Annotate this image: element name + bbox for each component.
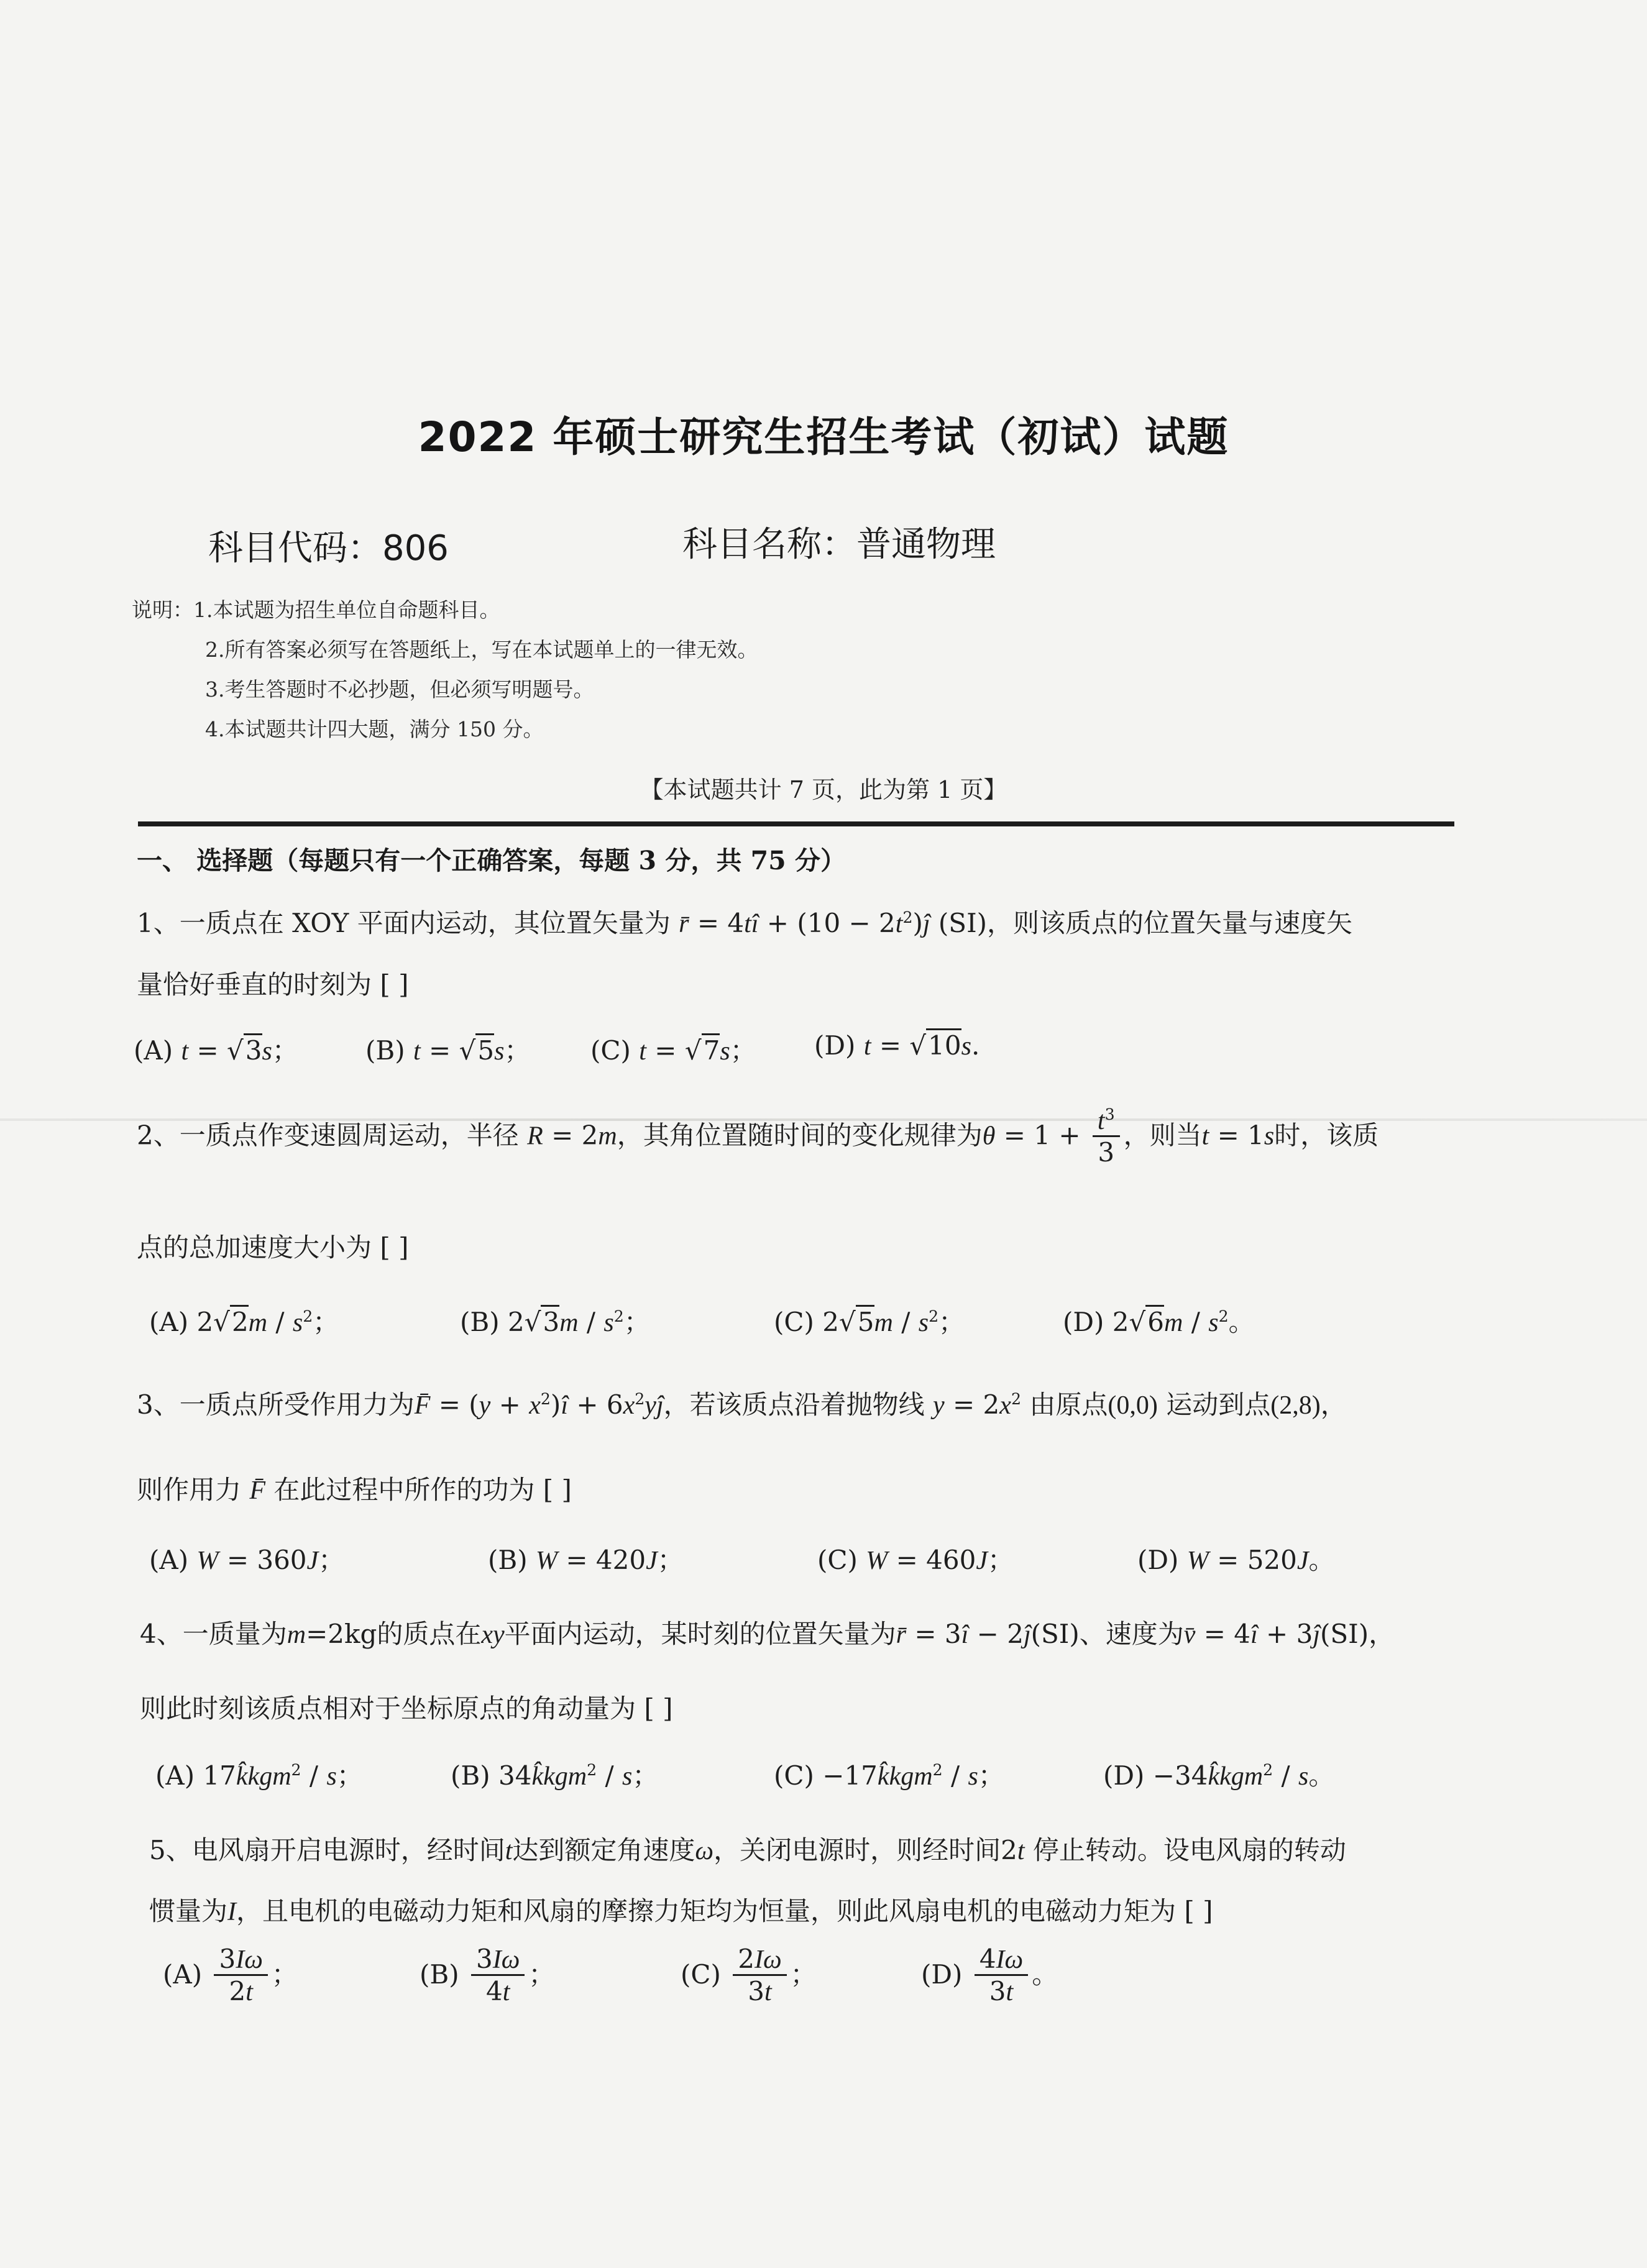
q3-stem-b: ，若该质点沿着抛物线	[663, 1389, 925, 1420]
q1-label-b: (B)	[365, 1035, 405, 1066]
q4-stem-a: 4、一质量为	[140, 1619, 287, 1649]
q2-label-a: (A)	[149, 1307, 189, 1337]
q2-stem-a: 2、一质点作变速圆周运动，半径	[137, 1120, 519, 1151]
q3-option-b: (B) W = 420J；	[488, 1545, 684, 1575]
q2-option-c: (C) $2√5m / s^2$；	[774, 1302, 965, 1339]
q5-label-a: (A)	[163, 1959, 203, 1990]
header-rule	[138, 821, 1454, 826]
q2-label-b: (B)	[460, 1307, 500, 1337]
subject-code: 科目代码：806	[208, 528, 449, 569]
q3-option-a: (A) W = 360J；	[149, 1545, 345, 1575]
q2-stem-d: 时，该质	[1274, 1120, 1379, 1151]
q4-stem-e: (SI)，	[1320, 1619, 1395, 1649]
q2-label-c: (C)	[774, 1307, 814, 1337]
q5-option-d: (D) $\frac{4I\omega}{3t}$ 。	[921, 1944, 1058, 2007]
q2-option-b: (B) $2√3m / s^2$；	[460, 1302, 650, 1339]
q4-label-a: (A)	[155, 1760, 195, 1791]
q1-label-a: (A)	[134, 1035, 173, 1066]
q5-stem-f: ，且电机的电磁动力矩和风扇的摩擦力矩均为恒量，则此风扇电机的电磁动力矩为 [ ]	[236, 1896, 1213, 1926]
q4-option-c: (C) −17k̂kgm$^2$ / s；	[774, 1760, 1004, 1791]
q5-label-d: (D)	[921, 1959, 963, 1990]
q1-stem-b: (SI)，则该质点的位置矢量与速度矢	[938, 908, 1353, 938]
q3-option-c: (C) W = 460J；	[817, 1545, 1014, 1575]
question-1-line-1: 1、一质点在 XOY 平面内运动，其位置矢量为 r̄ = 4tî + $(10 - 2t^2)ĵ$ (SI)，则该质点的位置矢量与速度矢	[137, 908, 1353, 938]
q1-label-c: (C)	[590, 1035, 631, 1066]
q2-label-d: (D)	[1063, 1307, 1104, 1337]
note-3: 3.考生答题时不必抄题，但必须写明题号。	[205, 677, 594, 702]
q4-stem-c: 平面内运动，某时刻的位置矢量为	[504, 1619, 896, 1649]
q3-stem-a: 3、一质点所受作用力为	[137, 1389, 415, 1420]
question-5-line-2: 惯量为I，且电机的电磁动力矩和风扇的摩擦力矩均为恒量，则此风扇电机的电磁动力矩为 [ ]	[149, 1896, 1213, 1926]
question-1-line-2: 量恰好垂直的时刻为 [ ]	[137, 969, 409, 1000]
q4-stem-b: 的质点在	[377, 1619, 482, 1649]
q4-stem-d: (SI)、速度为	[1030, 1619, 1184, 1649]
notes-block	[132, 590, 758, 749]
q5-stem-c: ，关闭电源时，则经时间	[713, 1835, 1001, 1865]
q2-option-a: (A) $2√2m / s^2$；	[149, 1302, 339, 1339]
q3-label-d: (D)	[1137, 1545, 1179, 1575]
question-5-line-1: 5、电风扇开启电源时，经时间t达到额定角速度ω，关闭电源时，则经时间2t 停止转动。设电风扇的转动	[149, 1835, 1346, 1865]
exam-title: 2022 年硕士研究生招生考试（初试）试题	[418, 413, 1229, 461]
q3-stem-f: 在此过程中所作的功为 [ ]	[273, 1475, 572, 1505]
q4-option-d: (D) −34k̂kgm$^2$ / s。	[1103, 1760, 1335, 1791]
q3-stem-c: 由原点	[1029, 1389, 1108, 1420]
q5-option-a: (A) $\frac{3I\omega}{2t}$ ；	[163, 1944, 298, 2007]
q1-option-c: (C) t = √7s；	[590, 1030, 756, 1068]
q4-label-c: (C)	[774, 1760, 814, 1791]
q2-fraction: $\frac{t^3}{3}$	[1093, 1106, 1120, 1169]
q5-option-b: (B) $\frac{3I\omega}{4t}$ ；	[420, 1944, 555, 2007]
note-2: 2.所有答案必须写在答题纸上，写在本试题单上的一律无效。	[205, 638, 758, 662]
question-3-line-1: 3、一质点所受作用力为F̄ = $(y + x^2)î$ + $6x^2yĵ$，若该质点沿着抛物线 $y = 2x^2$ 由原点(0,0) 运动到点(2,8)，	[137, 1389, 1347, 1420]
q2-stem-c: ，则当	[1123, 1120, 1202, 1151]
q5-stem-a: 5、电风扇开启电源时，经时间	[149, 1835, 505, 1865]
question-4-line-2: 则此时刻该质点相对于坐标原点的角动量为 [ ]	[140, 1693, 673, 1724]
subject-name: 科目名称：普通物理	[682, 524, 996, 565]
q1-option-b: (B) t = √5s；	[365, 1030, 530, 1068]
q4-label-b: (B)	[451, 1760, 490, 1791]
q2-option-d: (D) $2√6m / s^2$。	[1063, 1302, 1255, 1339]
q5-stem-d: 停止转动。设电风扇的转动	[1032, 1835, 1346, 1865]
q5-stem-b: 达到额定角速度	[512, 1835, 695, 1865]
q3-label-c: (C)	[817, 1545, 858, 1575]
note-4: 4.本试题共计四大题，满分 150 分。	[205, 717, 544, 741]
q4-option-b: (B) 34k̂kgm$^2$ / s；	[451, 1760, 659, 1791]
q1-option-d: (D) t = √10s.	[814, 1030, 979, 1061]
question-2-line-2: 点的总加速度大小为 [ ]	[137, 1232, 409, 1263]
question-4-line-1: 4、一质量为m=2kg的质点在xy平面内运动，某时刻的位置矢量为r̄ = 3î − 2ĵ(SI)、速度为v̄ = 4î + 3ĵ(SI)，	[140, 1619, 1395, 1649]
q3-stem-e: 则作用力	[137, 1475, 242, 1505]
q5-label-b: (B)	[420, 1959, 459, 1990]
q4-option-a: (A) 17k̂kgm$^2$ / s；	[155, 1760, 363, 1791]
q3-label-b: (B)	[488, 1545, 528, 1575]
q3-label-a: (A)	[149, 1545, 189, 1575]
q3-option-d: (D) W = 520J。	[1137, 1545, 1335, 1575]
q5-stem-e: 惯量为	[149, 1896, 228, 1926]
q5-option-c: (C) $\frac{2I\omega}{3t}$ ；	[681, 1944, 817, 2007]
notes-lead: 说明：	[132, 598, 193, 622]
page-info: 【本试题共计 7 页，此为第 1 页】	[640, 776, 1007, 803]
section-heading: 一、 选择题（每题只有一个正确答案，每题 3 分，共 75 分）	[137, 846, 846, 876]
q5-label-c: (C)	[681, 1959, 721, 1990]
q4-label-d: (D)	[1103, 1760, 1145, 1791]
q1-option-a: (A) t = √3s；	[134, 1030, 298, 1068]
q1-stem-a: 1、一质点在 XOY 平面内运动，其位置矢量为	[137, 908, 671, 938]
q1-label-d: (D)	[814, 1030, 856, 1061]
q3-stem-d: 运动到点	[1166, 1389, 1271, 1420]
note-1: 1.本试题为招生单位自命题科目。	[193, 598, 500, 622]
q2-stem-b: ，其角位置随时间的变化规律为	[617, 1120, 983, 1151]
question-2-line-1: 2、一质点作变速圆周运动，半径 R = 2m，其角位置随时间的变化规律为θ = 1 + $\frac{t^3}{3}$ ，则当t = 1s时，该质	[137, 1105, 1379, 1168]
question-3-line-2: 则作用力 F̄ 在此过程中所作的功为 [ ]	[137, 1475, 572, 1505]
